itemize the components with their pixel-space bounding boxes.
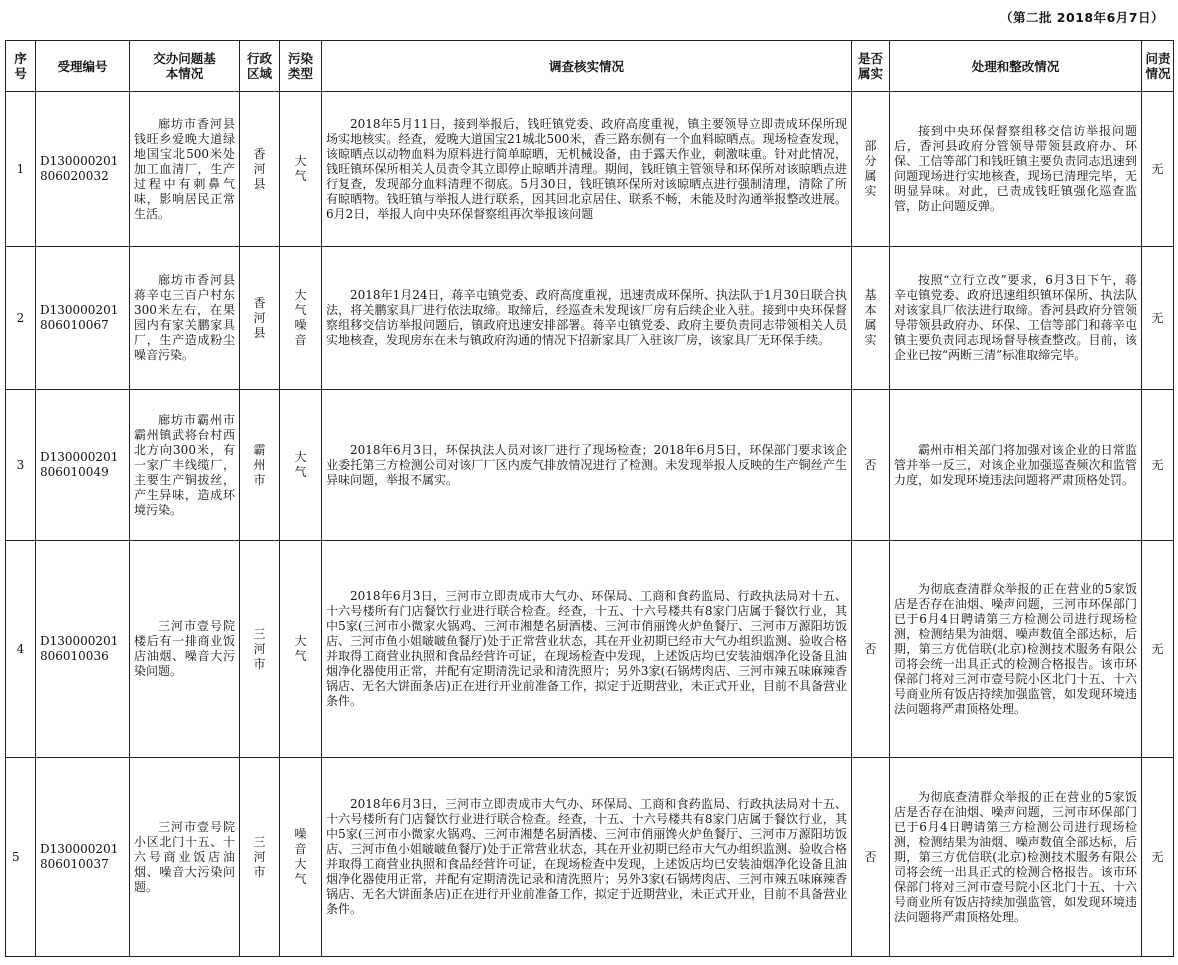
row-investigation: 2018年6月3日，环保执法人员对该厂进行了现场检查；2018年6月5日，环保部门要求该企业委托第三方检测公司对该厂厂区内废气排放情况进行了检测。未发现举报人反映的生产铜丝产生异味问题，举报不属实。 [322,390,852,541]
batch-note: （第二批 2018年6月7日） [999,10,1164,25]
row-problem: 三河市壹号院小区北门十五、十六号商业饭店油烟、噪音大污染问题。 [130,758,240,957]
row-pollution-type: 大气 [280,92,322,247]
header-problem: 交办问题基本情况 [130,41,240,92]
row-pollution-type: 噪音大气 [280,758,322,957]
row-verified: 部分属实 [852,92,890,247]
table-row [6,247,1174,390]
row-accountability: 无 [1142,390,1174,541]
row-handling: 为彻底查清群众举报的正在营业的5家饭店是否存在油烟、噪声问题，三河市环保部门已于6月4日聘请第三方检测公司进行现场检测，检测结果为油烟、噪声数值全部达标，后期，第三方优信联(北京)检测技术服务有限公司将会统一出具正式的检测合格报告。该市环保部门将对三河市壹号院小区北门十五、十六号商业所有饭店持续加强监管，如发现环境违法问题将严肃顶格处理。 [890,758,1142,957]
row-handling: 为彻底查清群众举报的正在营业的5家饭店是否存在油烟、噪声问题，三河市环保部门已于6月4日聘请第三方检测公司进行现场检测，检测结果为油烟、噪声数值全部达标，后期，第三方优信联(北京)检测技术服务有限公司将会统一出具正式的检测合格报告。该市环保部门将对三河市壹号院小区北门十五、十六号商业所有饭店持续加强监管，如发现环境违法问题将严肃顶格处理。 [890,541,1142,758]
row-district: 三河市 [240,758,280,957]
row-handling: 接到中央环保督察组移交信访举报问题后，香河县政府分管领导带领县政府办、环保、工信等部门和钱旺镇主要负责同志迅速到问题现场进行实地核查，现场已清理完毕，无明显异味。对此，已责成钱旺镇强化巡查监管，防止问题反弹。 [890,92,1142,247]
header-district: 行政区域 [240,41,280,92]
row-pollution-type: 大气 [280,541,322,758]
row-handling: 按照“立行立改”要求，6月3日下午，蒋辛屯镇党委、政府迅速组织镇环保所、执法队对该家具厂依法进行取缔。香河县政府分管领导带领县政府办、环保、工信等部门和蒋辛屯镇主要负责同志现场督导核查整改。目前，该企业已按“两断三清”标准取缔完毕。 [890,247,1142,390]
row-receipt-id: D130000201806010049 [36,390,130,541]
row-accountability: 无 [1142,758,1174,957]
row-district: 霸州市 [240,390,280,541]
row-verified: 否 [852,758,890,957]
table-row [6,758,1174,957]
row-receipt-id: D130000201806010037 [36,758,130,957]
row-receipt-id: D130000201806020032 [36,92,130,247]
row-district: 三河市 [240,541,280,758]
table-row [6,92,1174,247]
header-verified: 是否属实 [852,41,890,92]
row-investigation: 2018年1月24日，蒋辛屯镇党委、政府高度重视，迅速责成环保所、执法队于1月30日联合执法，将关鹏家具厂进行依法取缔。取缔后，经巡查未发现该厂房有后续企业入驻。接到中央环保督察组移交信访举报问题后，镇政府迅速安排部署。蒋辛屯镇党委、政府主要负责同志带领相关人员实地核查，发现房东在未与镇政府沟通的情况下招新家具厂入驻该厂房，该家具厂无环保手续。 [322,247,852,390]
table-row [6,541,1174,758]
row-accountability: 无 [1142,541,1174,758]
row-seq: 1 [6,92,36,247]
row-problem: 廊坊市香河县蒋辛屯三百户村东300米左右，在果园内有家关鹏家具厂，生产造成粉尘噪音污染。 [130,247,240,390]
row-pollution-type: 大气 [280,390,322,541]
row-seq: 3 [6,390,36,541]
report-table [5,40,1174,957]
row-seq: 2 [6,247,36,390]
row-problem: 廊坊市香河县钱旺乡爱晚大道绿地国宝北500米处加工血清厂，生产过程中有刺鼻气味，影响居民正常生活。 [130,92,240,247]
header-row [6,41,1174,92]
row-district: 香河县 [240,92,280,247]
header-seq: 序号 [6,41,36,92]
header-handling: 处理和整改情况 [890,41,1142,92]
header-accountability: 问责情况 [1142,41,1174,92]
row-receipt-id: D130000201806010036 [36,541,130,758]
row-verified: 否 [852,390,890,541]
row-verified: 否 [852,541,890,758]
row-district: 香河县 [240,247,280,390]
row-investigation: 2018年6月3日，三河市立即责成市大气办、环保局、工商和食药监局、行政执法局对十五、十六号楼所有门店餐饮行业进行联合检查。经查，十五、十六号楼共有8家门店属于餐饮行业，其中5家(三河市小微家火锅鸡、三河市湘楚名厨酒楼、三河市俏丽馋火炉鱼餐厅、三河市万源阳坊饭店、三河市鱼小姐啵啵鱼餐厅)处于正常营业状态，其在开业初期已经市大气办组织监测、验收合格并取得工商营业执照和食品经营许可证，在现场检查中发现，上述饭店均已安装油烟净化设备且油烟净化器使用正常，并配有定期清洗记录和清洗照片；另外3家(石锅烤肉店、三河市辣五味麻辣香锅店、无名大饼面条店)正在进行开业前准备工作，拟定于近期营业，未正式开业，目前不具备营业条件。 [322,758,852,957]
row-accountability: 无 [1142,247,1174,390]
row-receipt-id: D130000201806010067 [36,247,130,390]
header-receipt-id: 受理编号 [36,41,130,92]
table-row [6,390,1174,541]
row-problem: 廊坊市霸州市霸州镇武将台村西北方向300米，有一家广丰线缆厂，主要生产铜拔丝，产生异味，造成环境污染。 [130,390,240,541]
header-investigation: 调查核实情况 [322,41,852,92]
row-problem: 三河市壹号院楼后有一排商业饭店油烟、噪音大污染问题。 [130,541,240,758]
row-verified: 基本属实 [852,247,890,390]
row-accountability: 无 [1142,92,1174,247]
header-pollution-type: 污染类型 [280,41,322,92]
row-pollution-type: 大气噪音 [280,247,322,390]
row-seq: 5 [6,758,36,957]
row-handling: 霸州市相关部门将加强对该企业的日常监管并举一反三，对该企业加强巡查频次和监管力度，如发现环境违法问题将严肃顶格处罚。 [890,390,1142,541]
row-investigation: 2018年6月3日，三河市立即责成市大气办、环保局、工商和食药监局、行政执法局对十五、十六号楼所有门店餐饮行业进行联合检查。经查，十五、十六号楼共有8家门店属于餐饮行业，其中5家(三河市小微家火锅鸡、三河市湘楚名厨酒楼、三河市俏丽馋火炉鱼餐厅、三河市万源阳坊饭店、三河市鱼小姐啵啵鱼餐厅)处于正常营业状态，其在开业初期已经市大气办组织监测、验收合格并取得工商营业执照和食品经营许可证，在现场检查中发现，上述饭店均已安装油烟净化设备且油烟净化器使用正常，并配有定期清洗记录和清洗照片；另外3家(石锅烤肉店、三河市辣五味麻辣香锅店、无名大饼面条店)正在进行开业前准备工作，拟定于近期营业，未正式开业，目前不具备营业条件。 [322,541,852,758]
row-seq: 4 [6,541,36,758]
row-investigation: 2018年5月11日，接到举报后，钱旺镇党委、政府高度重视，镇主要领导立即责成环保所现场实地核实。经查，爱晚大道国宝21城北500米，香三路东侧有一个血料晾晒点。现场检查发现，该晾晒点以动物血料为原料进行简单晾晒，无机械设备，由于露天作业，刺激味重。针对此情况，钱旺镇环保所相关人员责令其立即停止晾晒并清理。期间，钱旺镇主管领导和环保所对该晾晒点进行复查，发现部分血料清理不彻底。5月30日，钱旺镇环保所对该晾晒点进行强制清理，清除了所有晾晒物。钱旺镇与举报人进行联系，因其回北京居住、联系不畅，未能及时沟通举报整改进展。6月2日，举报人向中央环保督察组再次举报该问题 [322,92,852,247]
